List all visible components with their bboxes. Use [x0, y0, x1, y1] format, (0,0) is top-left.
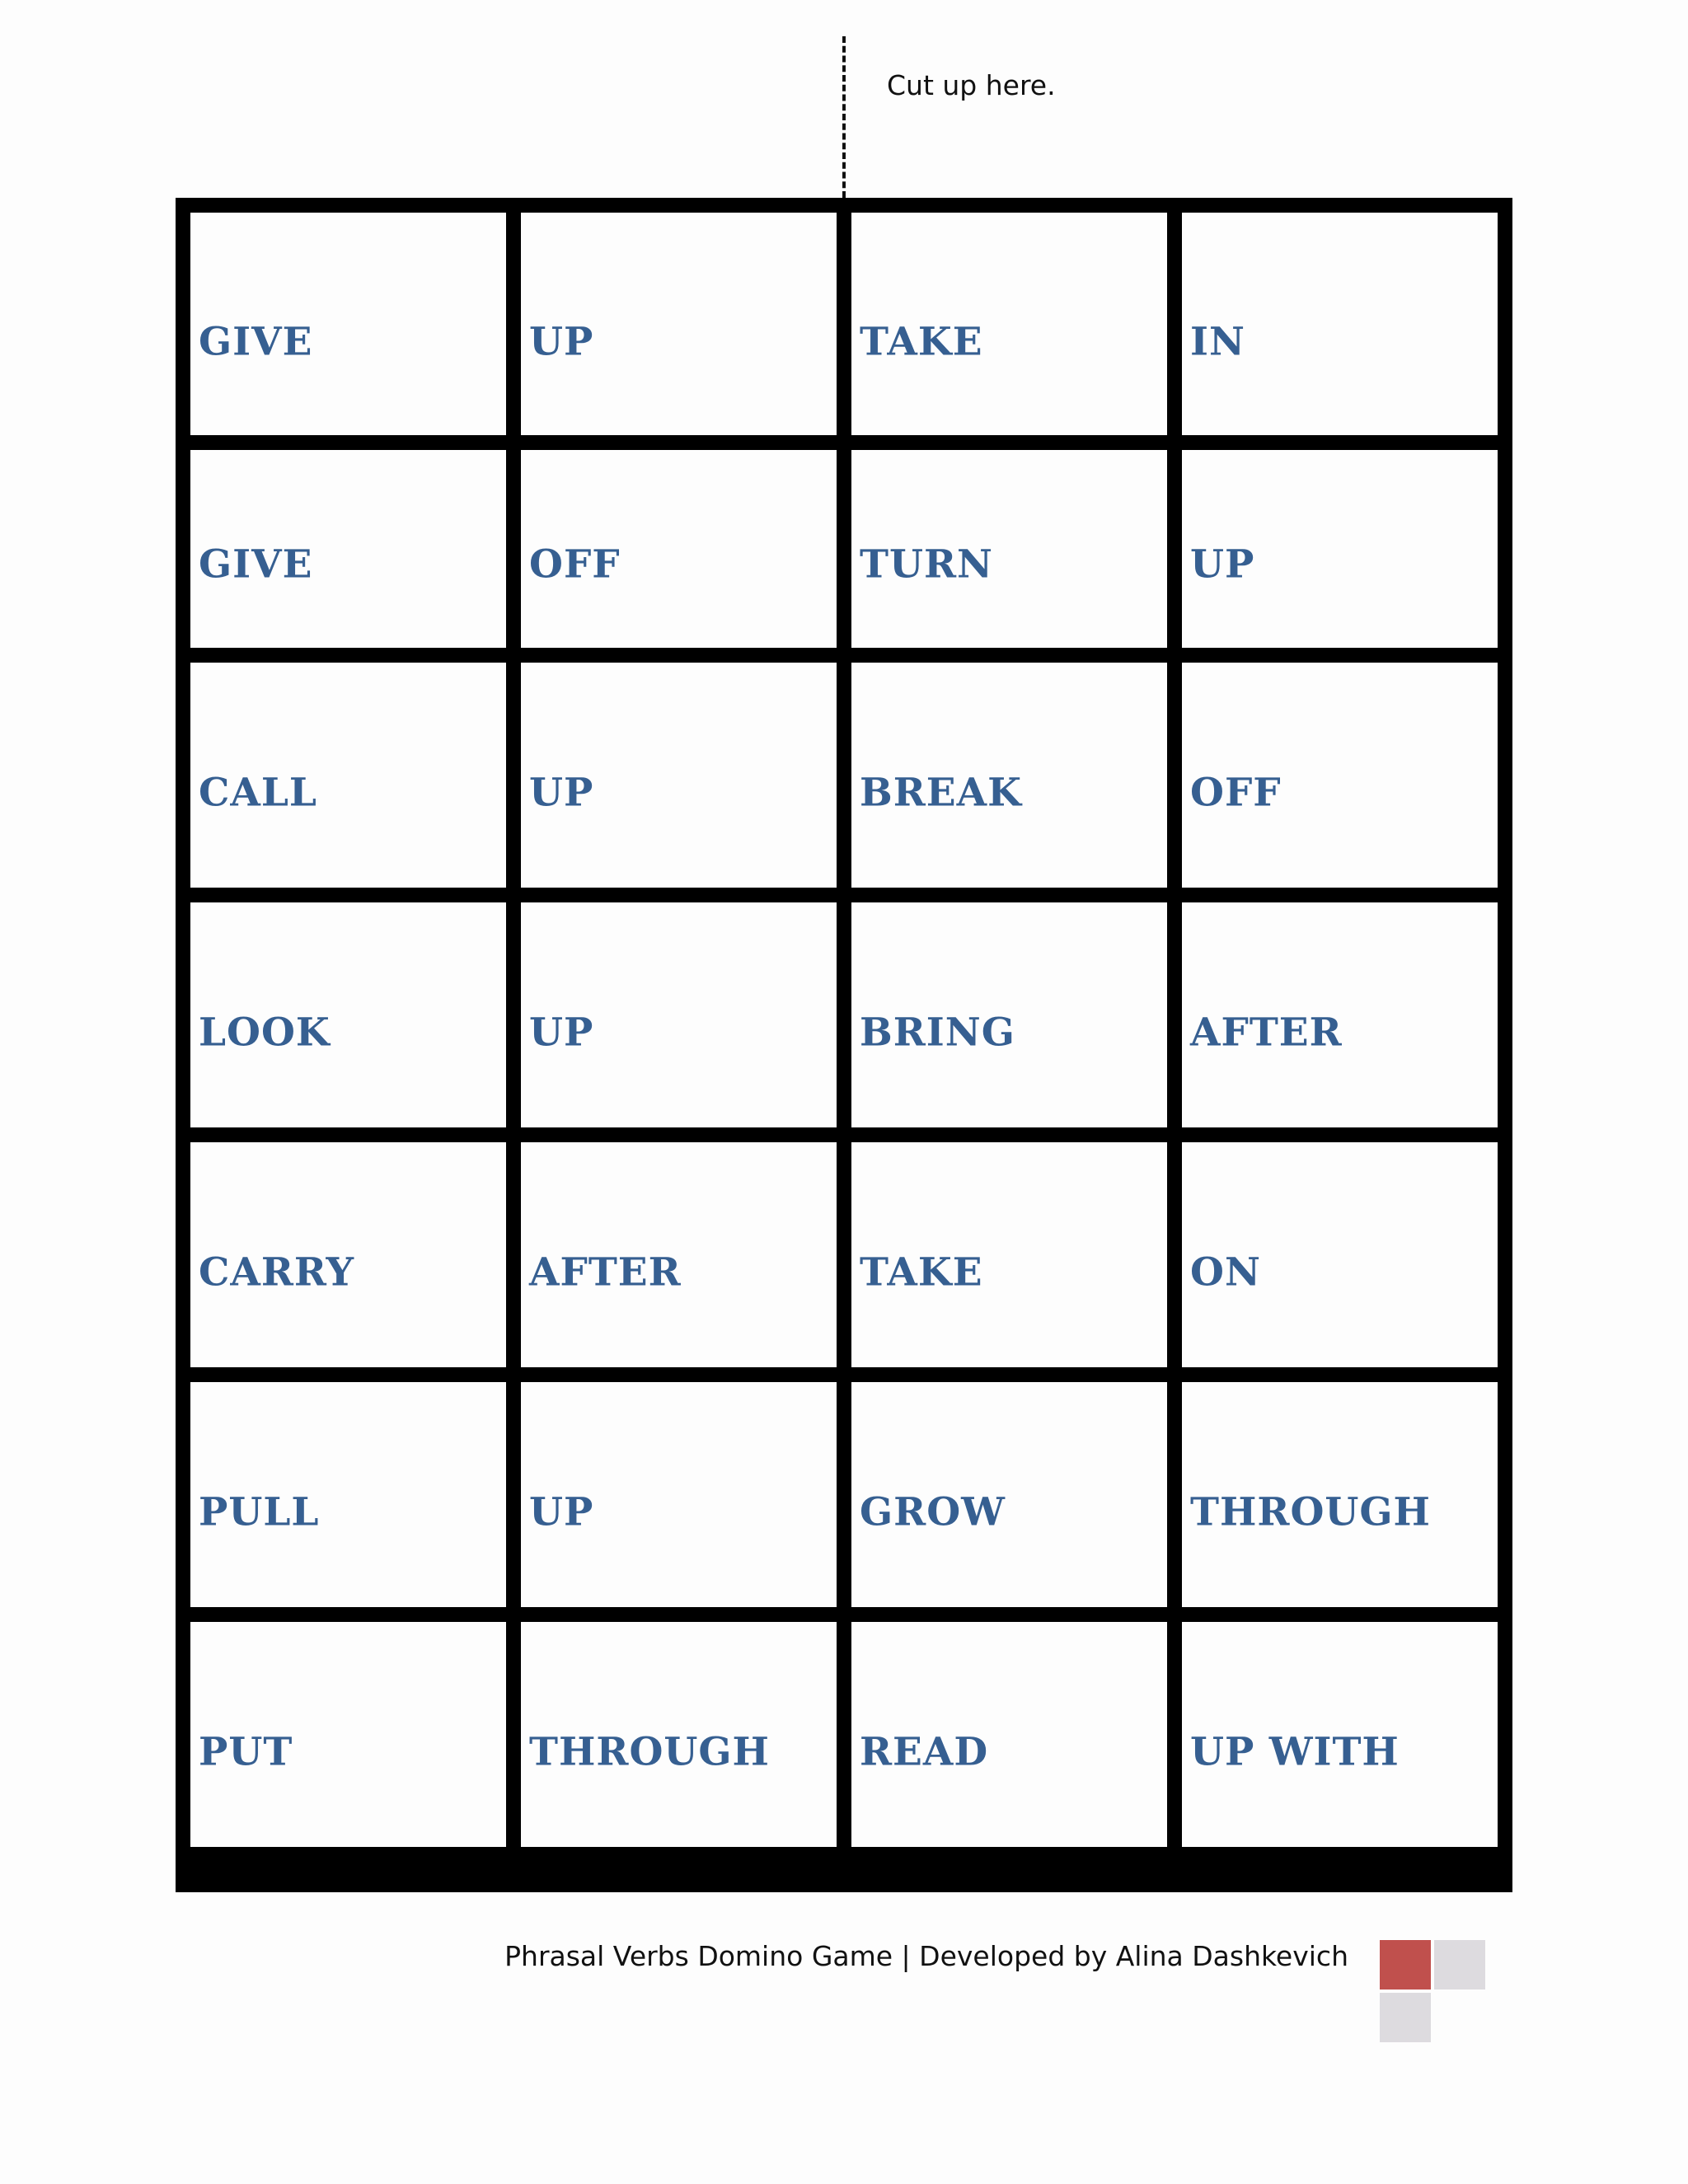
cut-instruction: Cut up here.	[887, 69, 1056, 101]
card-cell	[521, 663, 837, 888]
card-word: PUT	[199, 1729, 293, 1775]
card-word: GROW	[860, 1489, 1006, 1535]
card-word: TAKE	[860, 1249, 983, 1296]
card-cell	[851, 450, 1167, 648]
logo-square-gray	[1434, 1940, 1485, 1990]
card-cell	[521, 213, 837, 435]
card-cell	[851, 1142, 1167, 1367]
card-word: UP	[529, 1010, 594, 1056]
card-word: THROUGH	[1190, 1489, 1431, 1535]
card-word: THROUGH	[529, 1729, 770, 1775]
cut-guide-dashed-line	[842, 36, 846, 198]
card-cell	[521, 450, 837, 648]
card-word: BRING	[860, 1010, 1015, 1056]
card-word: LOOK	[199, 1010, 331, 1056]
card-cell	[1182, 902, 1498, 1127]
card-cell	[190, 213, 506, 435]
card-cell	[190, 1622, 506, 1847]
card-cell	[1182, 213, 1498, 435]
footer-credit: Phrasal Verbs Domino Game | Developed by Alina Dashkevich	[504, 1940, 1348, 1972]
card-word: BREAK	[860, 770, 1022, 816]
card-cell	[521, 1622, 837, 1847]
card-cell	[521, 1382, 837, 1607]
card-cell	[1182, 450, 1498, 648]
card-word: UP	[529, 770, 594, 816]
card-cell	[190, 902, 506, 1127]
card-cell	[851, 1382, 1167, 1607]
card-word: UP	[529, 319, 594, 365]
card-cell	[521, 902, 837, 1127]
card-cell	[190, 1142, 506, 1367]
card-word: PULL	[199, 1489, 320, 1535]
logo-square-red	[1380, 1940, 1431, 1990]
card-cell	[1182, 1382, 1498, 1607]
card-word: TAKE	[860, 319, 983, 365]
card-cell	[190, 450, 506, 648]
card-word: UP WITH	[1190, 1729, 1400, 1775]
card-cell	[1182, 1622, 1498, 1847]
card-word: GIVE	[199, 319, 313, 365]
card-cell	[851, 663, 1167, 888]
card-cell	[521, 1142, 837, 1367]
card-word: UP	[1190, 541, 1255, 588]
card-word: CALL	[199, 770, 317, 816]
card-word: AFTER	[1190, 1010, 1343, 1056]
card-cell	[1182, 1142, 1498, 1367]
card-word: IN	[1190, 319, 1245, 365]
card-cell	[1182, 663, 1498, 888]
card-word: OFF	[1190, 770, 1282, 816]
card-cell	[190, 1382, 506, 1607]
domino-card-grid	[176, 198, 1512, 1892]
card-word: GIVE	[199, 541, 313, 588]
card-cell	[851, 1622, 1167, 1847]
card-word: AFTER	[529, 1249, 682, 1296]
card-cell	[190, 663, 506, 888]
card-cell	[851, 902, 1167, 1127]
card-word: TURN	[860, 541, 993, 588]
card-cell	[851, 213, 1167, 435]
card-word: CARRY	[199, 1249, 355, 1296]
logo-square-gray	[1380, 1993, 1431, 2042]
card-word: OFF	[529, 541, 621, 588]
card-word: READ	[860, 1729, 989, 1775]
card-word: ON	[1190, 1249, 1261, 1296]
card-word: UP	[529, 1489, 594, 1535]
brand-logo	[1380, 1940, 1485, 2044]
